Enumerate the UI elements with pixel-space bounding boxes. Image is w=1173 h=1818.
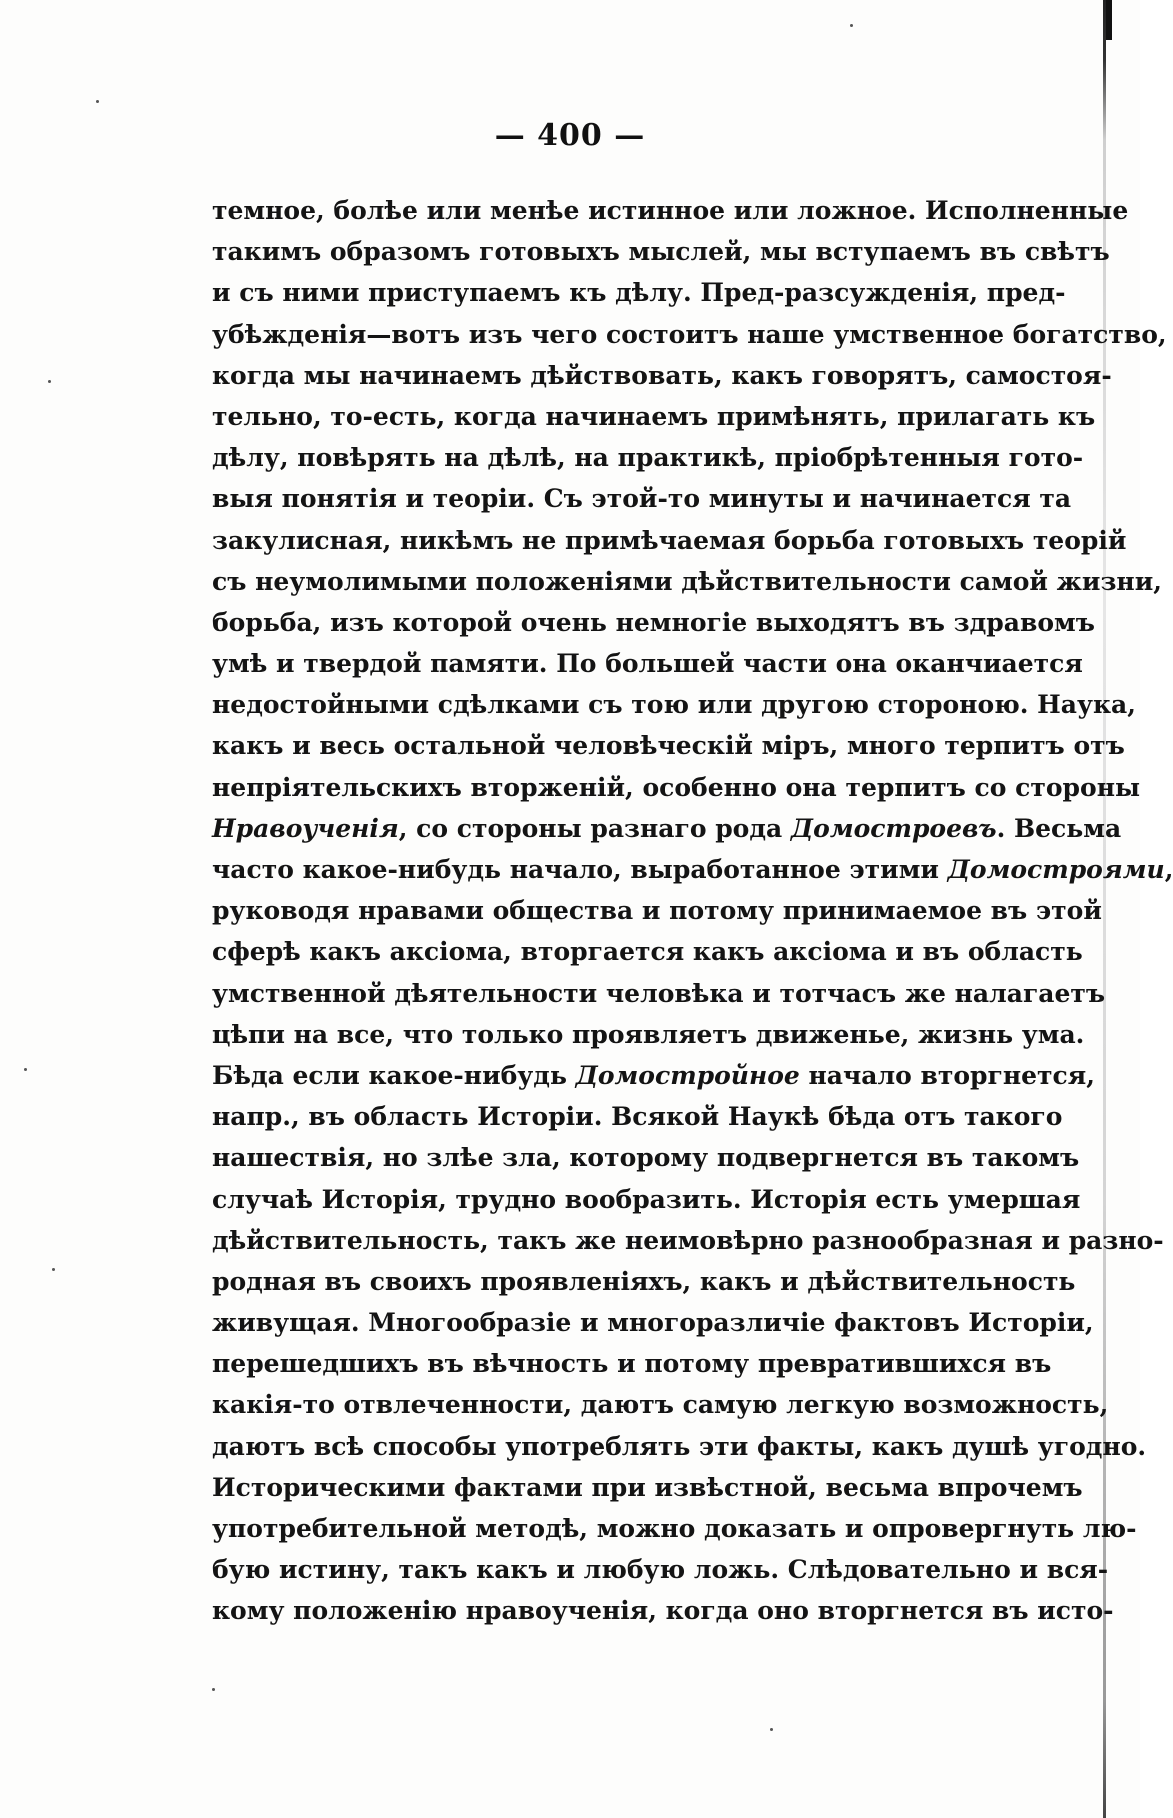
text-segment: сферѣ какъ аксіома, вторгается какъ аксіома и въ область (212, 937, 1083, 967)
text-segment: выя понятія и теоріи. Съ этой-то минуты и начинается та (212, 484, 1072, 514)
text-line (212, 1302, 1094, 1343)
text-segment: когда мы начинаемъ дѣйствовать, какъ говорятъ, самостоя- (212, 360, 1112, 390)
text-segment: родная въ своихъ проявленіяхъ, какъ и дѣйствительность (212, 1266, 1076, 1296)
text-line (212, 725, 1125, 766)
text-segment: съ неумолимыми положеніями дѣйствительности самой жизни, (212, 566, 1162, 596)
scan-edge (1103, 0, 1106, 1818)
text-line (212, 1384, 1109, 1425)
text-line (212, 231, 1110, 272)
scan-speck (850, 24, 853, 27)
text-segment: дѣлу, повѣрять на дѣлѣ, на практикѣ, пріобрѣтенныя гото- (212, 443, 1084, 473)
text-line (212, 1508, 1137, 1549)
body-text (212, 190, 1173, 1632)
text-line (212, 684, 1136, 725)
text-segment: цѣпи на все, что только проявляетъ движенье, жизнь ума. (212, 1019, 1085, 1049)
text-segment: и съ ними приступаемъ къ дѣлу. Пред-разсужденія, пред- (212, 278, 1066, 308)
text-segment: нашествія, но злѣе зла, которому подвергнется въ такомъ (212, 1143, 1080, 1173)
text-segment: такимъ образомъ готовыхъ мыслей, мы вступаемъ въ свѣтъ (212, 237, 1110, 267)
page-number: — 400 — (494, 118, 646, 153)
text-line (212, 1096, 1063, 1137)
italic-text: Домостроевъ (790, 813, 997, 843)
text-segment: кому положенію нравоученія, когда оно вторгнется въ исто- (212, 1596, 1114, 1626)
text-segment: недостойными сдѣлками съ тою или другою стороною. Наука, (212, 690, 1136, 720)
text-segment: борьба, изъ которой очень немногіе выходятъ въ здравомъ (212, 607, 1095, 637)
scan-speck (52, 1268, 55, 1271)
text-line (212, 1014, 1085, 1055)
text-segment: живущая. Многообразіе и многоразличіе фактовъ Исторіи, (212, 1308, 1094, 1338)
text-line (212, 478, 1072, 519)
italic-text: Нравоученія (212, 813, 399, 843)
scan-speck (96, 100, 99, 103)
scan-speck (24, 1068, 27, 1071)
text-line (212, 1549, 1109, 1590)
text-segment: даютъ всѣ способы употреблять эти факты, какъ душѣ угодно. (212, 1431, 1147, 1461)
text-line (212, 767, 1141, 808)
text-segment: начало вторгнется, (799, 1060, 1095, 1090)
text-segment: тельно, то-есть, когда начинаемъ примѣнять, прилагать къ (212, 401, 1096, 431)
text-segment: , со стороны разнаго рода (398, 813, 791, 843)
text-segment: употребительной методѣ, можно доказать и опровергнуть лю- (212, 1514, 1137, 1543)
text-line (212, 849, 1173, 890)
text-segment: непріятельскихъ вторженій, особенно она терпитъ со стороны (212, 772, 1141, 802)
text-line (212, 973, 1106, 1014)
text-line (212, 931, 1083, 972)
italic-text: Домостроями (947, 855, 1165, 884)
text-segment: умственной дѣятельности человѣка и тотчасъ же налагаетъ (212, 978, 1106, 1008)
text-line (212, 355, 1112, 396)
text-line (212, 643, 1083, 684)
text-line (212, 396, 1096, 437)
text-segment: бую истину, такъ какъ и любую ложь. Слѣдовательно и вся- (212, 1555, 1109, 1585)
text-line (212, 1590, 1114, 1631)
text-line (212, 1055, 1095, 1096)
text-line (212, 1137, 1080, 1178)
text-segment: Бѣда если какое-нибудь (212, 1060, 576, 1090)
text-segment: умѣ и твердой памяти. По большей части она оканчиается (212, 649, 1083, 679)
text-line (212, 808, 1122, 849)
text-line (212, 1343, 1052, 1384)
text-segment: Историческими фактами при извѣстной, весьма впрочемъ (212, 1472, 1083, 1502)
text-line (212, 520, 1127, 561)
text-line (212, 437, 1084, 478)
text-segment: перешедшихъ въ вѣчность и потому превратившихся въ (212, 1349, 1052, 1379)
text-segment: часто какое-нибудь начало, выработанное этими (212, 855, 948, 884)
text-segment: убѣжденія—вотъ изъ чего состоитъ наше умственное богатство, (212, 319, 1167, 349)
text-segment: какія-то отвлеченности, даютъ самую легкую возможность, (212, 1390, 1109, 1420)
text-line (212, 190, 1129, 231)
text-line (212, 890, 1102, 931)
text-line (212, 1426, 1147, 1467)
scan-speck (770, 1728, 773, 1731)
text-line (212, 561, 1162, 602)
text-line (212, 314, 1167, 355)
text-line (212, 1261, 1076, 1302)
text-line (212, 1220, 1164, 1261)
text-segment: закулисная, никѣмъ не примѣчаемая борьба готовыхъ теорій (212, 525, 1127, 555)
scan-speck (212, 1688, 215, 1691)
text-segment: руководя нравами общества и потому принимаемое въ этой (212, 896, 1102, 926)
text-line (212, 272, 1066, 313)
text-segment: . Весьма (996, 813, 1122, 843)
text-segment: случаѣ Исторія, трудно вообразить. Исторія есть умершая (212, 1184, 1081, 1214)
text-segment: дѣйствительность, такъ же неимовѣрно разнообразная и разно- (212, 1225, 1164, 1255)
text-line (212, 1179, 1081, 1220)
text-segment: темное, болѣе или менѣе истинное или ложное. Исполненные (212, 196, 1129, 225)
text-segment: напр., въ область Исторіи. Всякой Наукѣ бѣда отъ такого (212, 1102, 1063, 1132)
text-segment: какъ и весь остальной человѣческій міръ, много терпитъ отъ (212, 731, 1125, 761)
scan-speck (48, 380, 51, 383)
text-line (212, 1467, 1083, 1508)
italic-text: Домостройное (575, 1060, 800, 1090)
text-segment: , (1164, 855, 1173, 884)
text-line (212, 602, 1095, 643)
